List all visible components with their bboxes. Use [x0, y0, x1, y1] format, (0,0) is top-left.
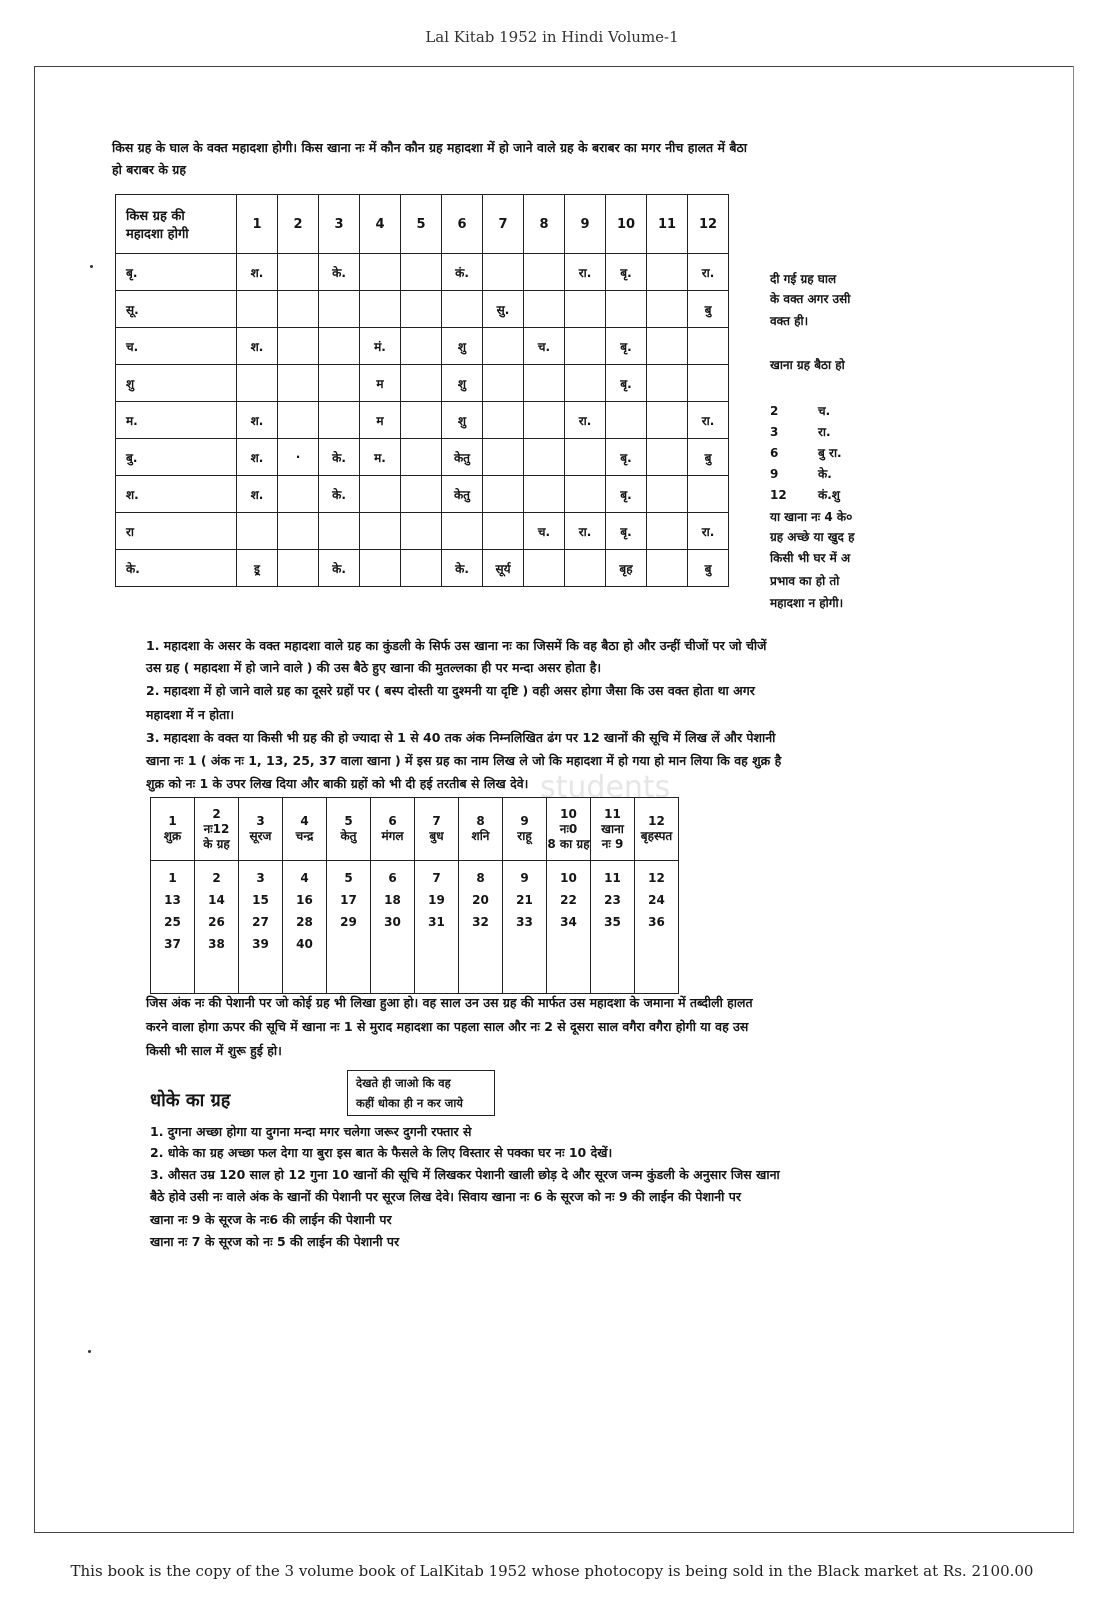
table-cell: [647, 365, 688, 402]
table2-col-cell: [371, 861, 415, 994]
col-header: 7: [483, 195, 524, 254]
row-label: च.: [116, 328, 237, 365]
table-cell: शु: [442, 365, 483, 402]
section-line-6: खाना नः 7 के सूरज को नः 5 की लाईन की पेशानी पर: [150, 1234, 400, 1249]
year-number: 35: [604, 915, 621, 929]
year-distribution-table: [150, 797, 679, 994]
table-cell: [278, 550, 319, 587]
table-cell: [524, 291, 565, 328]
table-cell: [524, 476, 565, 513]
table2-col-cell: [591, 861, 635, 994]
table-cell: बृह: [606, 550, 647, 587]
corner-line-1: किस ग्रह की: [126, 209, 185, 224]
table-cell: [647, 439, 688, 476]
year-number: 37: [164, 937, 181, 951]
table2-col-cell: [503, 861, 547, 994]
table2-head-line: नः0: [559, 821, 578, 836]
table2-col-cell: [151, 861, 195, 994]
table2-col-cell: [459, 861, 503, 994]
page-frame-left: [34, 66, 35, 1532]
year-number: 2: [212, 871, 221, 885]
table-cell: [360, 550, 401, 587]
col-header: 4: [360, 195, 401, 254]
table-cell: [278, 254, 319, 291]
side-pair-number: 12: [770, 488, 787, 502]
year-number: 39: [252, 937, 269, 951]
table2-head-line: 10: [560, 806, 577, 821]
col-header: 1: [237, 195, 278, 254]
page-frame-top: [34, 66, 1074, 67]
table-cell: इ्र: [237, 550, 278, 587]
row-label: शु: [116, 365, 237, 402]
table-cell: [688, 328, 729, 365]
table-cell: च.: [524, 513, 565, 550]
year-number: 4: [300, 871, 309, 885]
table-cell: [319, 328, 360, 365]
year-number: 13: [164, 893, 181, 907]
table2-col-cell: [239, 861, 283, 994]
table-cell: [360, 254, 401, 291]
table-cell: केतु: [442, 439, 483, 476]
table-cell: [401, 365, 442, 402]
row-label: के.: [116, 550, 237, 587]
scan-speck: [90, 265, 93, 268]
table-cell: [565, 291, 606, 328]
table-cell: बु: [688, 439, 729, 476]
col-header: 12: [688, 195, 729, 254]
table-row: [116, 254, 729, 291]
section-heading: धोके का ग्रह: [150, 1090, 231, 1111]
table-cell: कं.: [442, 254, 483, 291]
table-cell: [360, 476, 401, 513]
watermark: students: [540, 770, 671, 805]
year-number: 31: [428, 915, 445, 929]
table2-head-cell: [459, 798, 503, 861]
row-label: बु.: [116, 439, 237, 476]
year-number: 28: [296, 915, 313, 929]
table2-head-line: 7: [432, 814, 441, 828]
year-number: 38: [208, 937, 225, 951]
side-pair-planet: बु रा.: [818, 446, 842, 460]
table-cell: बु: [688, 291, 729, 328]
table-cell: च.: [524, 328, 565, 365]
row-label: रा: [116, 513, 237, 550]
table-cell: [360, 513, 401, 550]
year-number: 21: [516, 893, 533, 907]
table2-head-line: शनि: [471, 829, 490, 843]
section-line-5: खाना नः 9 के सूरज के नः6 की लाईन की पेशानी पर: [150, 1212, 392, 1227]
table2-head-line: 6: [388, 814, 397, 828]
side-pair-number: 6: [770, 446, 779, 460]
table2-body-row: [151, 861, 679, 994]
row-label: श.: [116, 476, 237, 513]
table-body: [116, 254, 729, 587]
table2-header-row: [151, 798, 679, 861]
table2-head-cell: [415, 798, 459, 861]
year-number: 25: [164, 915, 181, 929]
year-number: 36: [648, 915, 665, 929]
col-header: 2: [278, 195, 319, 254]
table-cell: [483, 402, 524, 439]
year-number: 8: [476, 871, 485, 885]
side-note-9: महादशा न होगी।: [770, 596, 844, 610]
table-cell: रा.: [565, 402, 606, 439]
table-cell: [401, 328, 442, 365]
row-label: म.: [116, 402, 237, 439]
table-row: [116, 365, 729, 402]
table-cell: के.: [319, 476, 360, 513]
year-number: 23: [604, 893, 621, 907]
corner-line-2: महादशा होगी: [126, 227, 189, 242]
table-cell: [647, 476, 688, 513]
table-row: [116, 291, 729, 328]
table-row: [116, 328, 729, 365]
table-cell: [565, 328, 606, 365]
table-cell: श.: [237, 402, 278, 439]
side-note-2: के वक्त अगर उसी: [770, 292, 851, 306]
table-cell: [278, 476, 319, 513]
table-cell: म.: [360, 439, 401, 476]
year-number: [415, 933, 458, 955]
table-cell: [524, 254, 565, 291]
table-cell: म: [360, 365, 401, 402]
table2-head-line: 2: [212, 806, 221, 821]
table2-head-line: मंगल: [381, 829, 404, 843]
para1-line-6: खाना नः 1 ( अंक नः 1, 13, 25, 37 वाला खाना ) में इस ग्रह का नाम लिख ले जो कि महादशा में हो गया हो मान लिया कि वह शुक्र है: [146, 753, 782, 768]
col-header: 9: [565, 195, 606, 254]
table2-head-cell: [371, 798, 415, 861]
table-cell: [319, 365, 360, 402]
table2-col-cell: [327, 861, 371, 994]
table2-head-cell: [151, 798, 195, 861]
year-number: 19: [428, 893, 445, 907]
table-cell: [278, 365, 319, 402]
table-cell: केतु: [442, 476, 483, 513]
side-pair-number: 2: [770, 404, 779, 418]
side-note-6: ग्रह अच्छे या खुद ह: [770, 530, 855, 544]
year-number: 15: [252, 893, 269, 907]
page-footer: This book is the copy of the 3 volume book of LalKitab 1952 whose photocopy is being sold in the Black market at Rs. 2100.00: [70, 1562, 1034, 1580]
table2-head-line: खाना: [601, 821, 624, 836]
year-number: [547, 933, 590, 955]
side-pair-number: 3: [770, 425, 779, 439]
year-number: 16: [296, 893, 313, 907]
table2-head-line: शुक्र: [163, 829, 182, 843]
table-cell: बृ.: [606, 365, 647, 402]
table-cell: [401, 402, 442, 439]
table-cell: बृ.: [606, 328, 647, 365]
table-cell: म: [360, 402, 401, 439]
table2-col-cell: [635, 861, 679, 994]
table-cell: सु.: [483, 291, 524, 328]
para2-line-3: किसी भी साल में शुरू हुई हो।: [146, 1043, 282, 1058]
para2-line-2: करने वाला होगा ऊपर की सूचि में खाना नः 1 से मुराद महादशा का पहला साल और नः 2 से दूसरा साल वगैरा वगैरा होगी या वह उस: [146, 1019, 749, 1034]
table2-col-cell: [415, 861, 459, 994]
table-cell: [483, 513, 524, 550]
table-cell: [401, 439, 442, 476]
table-cell: [483, 439, 524, 476]
table2-head-line: बृहस्पत: [640, 829, 673, 843]
table-cell: [278, 513, 319, 550]
year-number: 12: [648, 871, 665, 885]
table2-head-cell: [239, 798, 283, 861]
row-label: सू.: [116, 291, 237, 328]
table2-head-line: केतु: [340, 829, 357, 843]
table-cell: [647, 550, 688, 587]
table-cell: श.: [237, 328, 278, 365]
col-header: 11: [647, 195, 688, 254]
scan-speck: [88, 1350, 91, 1353]
side-note-1: दी गई ग्रह घाल: [770, 272, 837, 286]
table-row: [116, 476, 729, 513]
col-header: 8: [524, 195, 565, 254]
table2-head-cell: [503, 798, 547, 861]
year-number: 30: [384, 915, 401, 929]
table-cell: मं.: [360, 328, 401, 365]
callout-line-2: कहीं धोका ही न कर जाये: [356, 1096, 463, 1110]
table-cell: [565, 550, 606, 587]
table2-head-line: बुध: [429, 829, 444, 843]
table-cell: [401, 476, 442, 513]
table-cell: बृ.: [606, 476, 647, 513]
year-number: 29: [340, 915, 357, 929]
table-cell: [401, 291, 442, 328]
table-cell: [647, 513, 688, 550]
table-row: [116, 402, 729, 439]
year-number: 11: [604, 871, 621, 885]
table-cell: [606, 402, 647, 439]
table-cell: बृ.: [606, 439, 647, 476]
year-number: 9: [520, 871, 529, 885]
table-cell: के.: [319, 439, 360, 476]
table-cell: [401, 550, 442, 587]
para1-line-7: शुक्र को नः 1 के उपर लिख दिया और बाकी ग्रहों को भी दी हई तरतीब से लिख देवे।: [146, 776, 529, 791]
table-cell: [688, 476, 729, 513]
table-cell: के.: [319, 550, 360, 587]
table-cell: सूर्य: [483, 550, 524, 587]
table-cell: के.: [319, 254, 360, 291]
page-frame-right: [1073, 66, 1074, 1532]
side-note-7: किसी भी घर में अ: [770, 551, 851, 565]
table-cell: रा.: [688, 254, 729, 291]
year-number: [635, 933, 678, 955]
table-cell: बृ.: [606, 254, 647, 291]
table2-head-line: राहू: [517, 829, 532, 843]
table-cell: [524, 550, 565, 587]
corner-cell: [116, 195, 237, 254]
page-header: Lal Kitab 1952 in Hindi Volume-1: [425, 28, 679, 46]
row-label: बृ.: [116, 254, 237, 291]
table-cell: [319, 402, 360, 439]
col-header: 6: [442, 195, 483, 254]
table-cell: [647, 328, 688, 365]
side-pair-planet: च.: [818, 404, 831, 418]
table-cell: [565, 365, 606, 402]
table2-head-line: 5: [344, 814, 353, 828]
year-number: [371, 933, 414, 955]
side-pair-number: 9: [770, 467, 779, 481]
side-note-8: प्रभाव का हो तो: [770, 574, 840, 588]
year-number: 17: [340, 893, 357, 907]
table-cell: रा.: [565, 254, 606, 291]
table2-head-line: चन्द्र: [295, 829, 314, 843]
table2-col-cell: [283, 861, 327, 994]
table2-head-cell: [591, 798, 635, 861]
table2-col-cell: [195, 861, 239, 994]
table-cell: [278, 291, 319, 328]
table-cell: रा.: [688, 513, 729, 550]
year-number: 6: [388, 871, 397, 885]
para1-line-3: 2. महादशा में हो जाने वाले ग्रह का दूसरे ग्रहों पर ( बस्प दोस्ती या दुश्मनी या दृष्टि ) वही असर होगा जैसा कि उस वक्त होता था अगर: [146, 683, 755, 698]
table-row: [116, 550, 729, 587]
year-number: 18: [384, 893, 401, 907]
para1-line-2: उस ग्रह ( महादशा में हो जाने वाले ) की उस बैठे हुए खाना की मुतल्लका ही पर मन्दा असर होता है।: [146, 660, 602, 675]
table2-head-cell: [283, 798, 327, 861]
table-cell: [524, 439, 565, 476]
table-cell: [237, 365, 278, 402]
intro-line-2: हो बराबर के ग्रह: [112, 162, 186, 177]
table-cell: [483, 328, 524, 365]
year-number: 22: [560, 893, 577, 907]
side-pair-planet: रा.: [818, 425, 831, 439]
table-cell: [278, 402, 319, 439]
para2-line-1: जिस अंक नः की पेशानी पर जो कोई ग्रह भी लिखा हुआ हो। वह साल उन उस ग्रह की मार्फत उस महादशा के जमाना में तब्दीली हालत: [146, 995, 753, 1010]
col-header: 10: [606, 195, 647, 254]
table2-head-cell: [195, 798, 239, 861]
year-number: [591, 933, 634, 955]
table-cell: शु: [442, 328, 483, 365]
table-row: [116, 513, 729, 550]
year-number: [327, 933, 370, 955]
col-header: 3: [319, 195, 360, 254]
year-number: 14: [208, 893, 225, 907]
year-number: 27: [252, 915, 269, 929]
table-cell: रा.: [688, 402, 729, 439]
table-cell: [483, 254, 524, 291]
year-number: 5: [344, 871, 353, 885]
table2-head-line: 9: [520, 814, 529, 828]
table-cell: [237, 291, 278, 328]
table-cell: [319, 513, 360, 550]
side-note-3: वक्त ही।: [770, 314, 809, 328]
side-pair-planet: के.: [818, 467, 832, 481]
table-cell: [442, 513, 483, 550]
table-cell: [319, 291, 360, 328]
para1-line-4: महादशा में न होता।: [146, 707, 235, 722]
side-note-5: या खाना नः 4 के०: [770, 510, 853, 524]
table-cell: [647, 254, 688, 291]
year-number: [503, 933, 546, 955]
table-cell: श.: [237, 254, 278, 291]
section-line-2: 2. धोके का ग्रह अच्छा फल देगा या बुरा इस बात के फैसले के लिए विस्तार से पक्का घर नः 10 देखें।: [150, 1145, 613, 1160]
section-line-3: 3. औसत उम्र 120 साल हो 12 गुना 10 खानों की सूचि में लिखकर पेशानी खाली छोड़ दे और सूरज जन्म कुंडली के अनुसार जिस खाना: [150, 1167, 780, 1182]
year-number: 1: [168, 871, 177, 885]
year-number: 34: [560, 915, 577, 929]
table-cell: [524, 365, 565, 402]
table2-head-line: नः 9: [601, 836, 624, 851]
table-cell: [401, 513, 442, 550]
table-cell: [565, 439, 606, 476]
year-number: 10: [560, 871, 577, 885]
table2-head-line: 12: [648, 814, 665, 828]
table-cell: [524, 402, 565, 439]
table-cell: बु: [688, 550, 729, 587]
table2-head-line: 11: [604, 806, 621, 821]
table2-head-line: सूरज: [249, 829, 272, 843]
table-cell: [237, 513, 278, 550]
table-cell: [565, 476, 606, 513]
table-cell: [647, 402, 688, 439]
table-cell: रा.: [565, 513, 606, 550]
table-header-row: [116, 195, 729, 254]
para1-line-5: 3. महादशा के वक्त या किसी भी ग्रह की हो ज्यादा से 1 से 40 तक अंक निम्नलिखित ढंग पर 12 खानों की सूचि में लिख लें और पेशानी: [146, 730, 776, 745]
mahadasha-table: [115, 194, 729, 587]
table2-col-cell: [547, 861, 591, 994]
table2-head-cell: [547, 798, 591, 861]
table2-head-cell: [635, 798, 679, 861]
table-cell: [360, 291, 401, 328]
year-number: 33: [516, 915, 533, 929]
col-header: 5: [401, 195, 442, 254]
table-cell: बृ.: [606, 513, 647, 550]
intro-line-1: किस ग्रह के घाल के वक्त महादशा होगी। किस खाना नः में कौन कौन ग्रह महादशा में हो जाने वाले ग्रह के बराबर का मगर नीच हालत में बैठा: [112, 140, 747, 155]
year-number: [459, 933, 502, 955]
side-pair-planet: कं.शु: [818, 488, 840, 502]
table-cell: [688, 365, 729, 402]
table-cell: [483, 365, 524, 402]
table-row: [116, 439, 729, 476]
year-number: 40: [296, 937, 313, 951]
table-cell: [483, 476, 524, 513]
table2-head-line: 8 का ग्रह: [547, 836, 590, 851]
table2-head-line: नः12: [203, 821, 230, 836]
page-frame-bottom: [34, 1532, 1074, 1533]
table-cell: ·: [278, 439, 319, 476]
table-cell: [606, 291, 647, 328]
table-cell: श.: [237, 476, 278, 513]
table-cell: शु: [442, 402, 483, 439]
table2-head-line: 4: [300, 814, 309, 828]
table2-head-line: 8: [476, 814, 485, 828]
table-cell: [442, 291, 483, 328]
table2-head-line: 1: [168, 814, 177, 828]
para1-line-1: 1. महादशा के असर के वक्त महादशा वाले ग्रह का कुंडली के सिर्फ उस खाना नः का जिसमें कि वह बैठा हो और उन्हीं चीजों पर जो चीजें: [146, 638, 767, 653]
table-cell: के.: [442, 550, 483, 587]
year-number: 26: [208, 915, 225, 929]
table-cell: श.: [237, 439, 278, 476]
section-line-4: बैठे होवे उसी नः वाले अंक के खानों की पेशानी पर सूरज लिख देवे। सिवाय खाना नः 6 के सूरज को नः 9 की लाईन की पेशानी पर: [150, 1189, 741, 1204]
side-note-4: खाना ग्रह बैठा हो: [770, 358, 845, 372]
table-cell: [647, 291, 688, 328]
callout-box: [347, 1070, 495, 1116]
year-number: 3: [256, 871, 265, 885]
year-number: 32: [472, 915, 489, 929]
table2-head-cell: [327, 798, 371, 861]
table-cell: [278, 328, 319, 365]
section-line-1: 1. दुगना अच्छा होगा या दुगना मन्दा मगर चलेगा जरूर दुगनी रफ्तार से: [150, 1124, 472, 1139]
table2-head-line: 3: [256, 814, 265, 828]
year-number: 7: [432, 871, 441, 885]
table-cell: [401, 254, 442, 291]
year-number: 20: [472, 893, 489, 907]
year-number: 24: [648, 893, 665, 907]
callout-line-1: देखते ही जाओ कि वह: [356, 1076, 451, 1090]
table2-head-line: के ग्रह: [203, 836, 230, 851]
